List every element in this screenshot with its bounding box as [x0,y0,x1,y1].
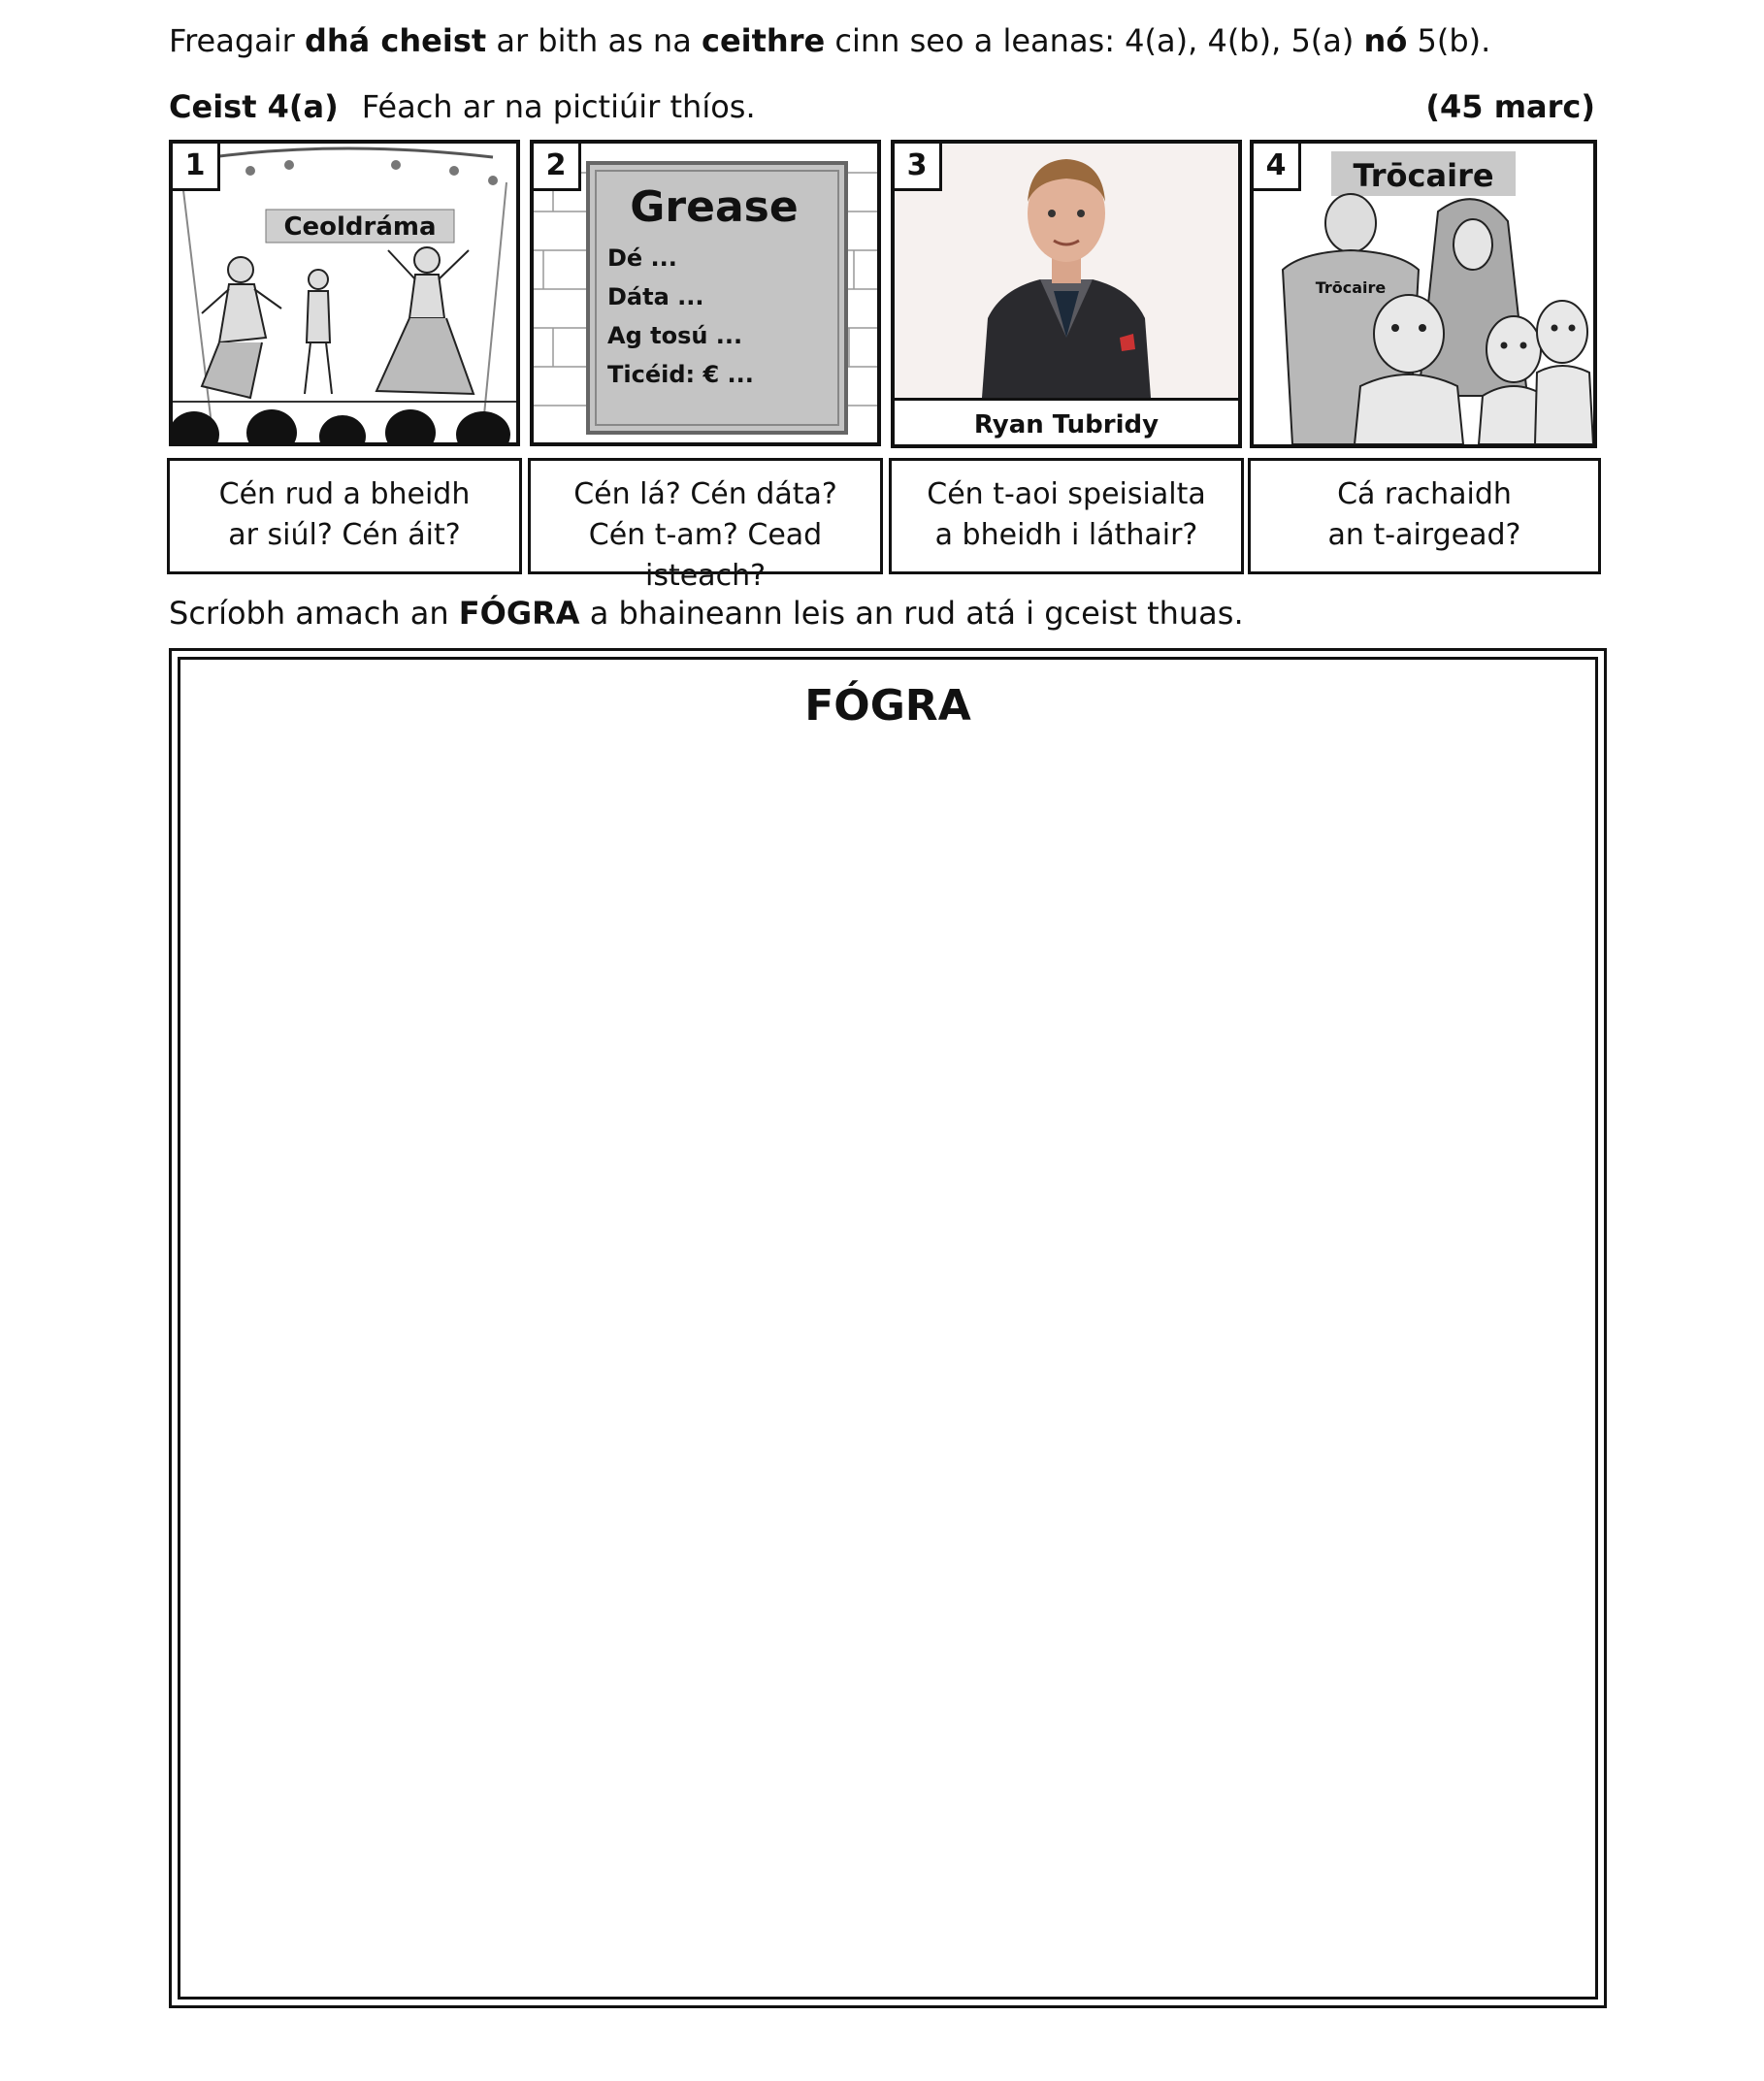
poster-line: Ticéid: € ... [607,361,754,388]
write-instruction: Scríobh amach an FÓGRA a bhaineann leis an rud atá i gceist thuas. [169,595,1244,632]
answer-box-title: FÓGRA [804,681,971,731]
charity-illustration [1254,144,1593,444]
prompt-line: a bheidh i láthair? [934,518,1198,552]
guest-portrait [895,144,1238,398]
prompt-box-4 [1248,458,1601,574]
prompt-box-1 [167,458,522,574]
panel-number-1: 1 [173,144,220,191]
panel-number-3: 3 [895,144,942,191]
picture-panel-1 [169,140,520,446]
answer-box-inner-border [178,657,1598,2000]
prompt-line: Cén rud a bheidh [218,477,471,511]
charity-banner: Trōcaire [1353,157,1494,194]
volunteer-shirt-text: Trōcaire [1315,278,1387,297]
stage-illustration [173,144,516,442]
panel-number-2: 2 [534,144,581,191]
picture-panel-3 [891,140,1242,448]
prompt-line: an t-airgead? [1327,518,1521,552]
poster-line: Ag tosú ... [607,322,743,349]
prompt-box-2 [528,458,883,593]
question-text: Féach ar na pictiúir thíos. [361,88,756,125]
answer-box[interactable] [169,648,1607,2008]
prompt-line: Cén t-aoi speisialta [927,477,1206,511]
poster-line: Dé ... [607,244,677,272]
marks-label: (45 marc) [1425,88,1595,125]
prompt-line: Cá rachaidh [1337,477,1512,511]
question-label: Ceist 4(a) [169,88,339,125]
prompt-box-3 [889,458,1244,574]
poster-line: Dáta ... [607,283,704,310]
instruction-text: Freagair dhá cheist ar bith as na ceithre cinn seo a leanas: 4(a), 4(b), 5(a) nó 5(b). [169,22,1491,59]
picture-panel-4 [1250,140,1597,448]
prompt-line: Cén lá? Cén dáta? [573,477,837,511]
prompt-line: Cén t-am? Cead isteach? [588,518,823,593]
poster-title: Grease [630,182,799,232]
stage-sign-text: Ceoldráma [283,212,437,242]
panel-number-4: 4 [1254,144,1301,191]
poster-illustration [534,144,877,442]
prompt-line: ar siúl? Cén áit? [228,518,461,552]
question-heading [169,83,1595,130]
picture-panel-2 [530,140,881,446]
guest-caption: Ryan Tubridy [895,398,1238,448]
